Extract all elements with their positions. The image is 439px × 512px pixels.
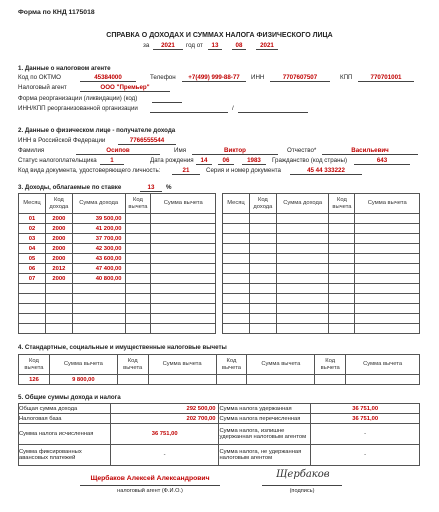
empty-cell — [223, 324, 250, 334]
empty-cell — [151, 234, 216, 244]
empty-cell — [276, 234, 329, 244]
tax-withheld-label: Сумма налога удержанная — [219, 404, 311, 414]
section5-title: 5. Общие суммы дохода и налога — [18, 394, 121, 401]
empty-cell — [329, 324, 355, 334]
patronymic-value: Васильевич — [322, 148, 418, 155]
year-label: за — [143, 42, 150, 49]
income-code-cell: 2000 — [45, 214, 72, 224]
page-title: СПРАВКА О ДОХОДАХ И СУММАХ НАЛОГА ФИЗИЧЕСКОГО ЛИЦА — [106, 32, 333, 39]
signature: Щербаков — [276, 469, 330, 480]
empty-cell — [249, 324, 276, 334]
tax-not-withheld-label: Сумма налога, не удержанная налоговым агентом — [219, 445, 311, 466]
empty-cell — [276, 244, 329, 254]
table-row — [19, 284, 216, 294]
empty-cell — [249, 304, 276, 314]
empty-cell — [223, 284, 250, 294]
doc-series-value: 45 44 333222 — [290, 168, 362, 175]
income-table-left — [18, 193, 216, 334]
empty-cell — [355, 214, 420, 224]
empty-cell — [276, 224, 329, 234]
right-header-2: Сумма дохода — [276, 194, 329, 214]
empty-cell — [276, 304, 329, 314]
empty-cell — [148, 375, 216, 385]
section3-title: 3. Доходы, облагаемые по ставке — [18, 184, 122, 191]
month-cell: 02 — [19, 224, 46, 234]
agent-inn-value: 7707607507 — [270, 75, 330, 82]
empty-cell — [72, 304, 125, 314]
empty-cell — [247, 375, 315, 385]
table-row — [19, 304, 216, 314]
deduction-sum-header-4: Сумма вычета — [346, 355, 420, 375]
income-code-cell: 2012 — [45, 264, 72, 274]
fixed-advance-value: - — [110, 445, 219, 466]
tax-transferred-label: Сумма налога перечисленная — [219, 414, 311, 424]
doc-code-label: Код вида документа, удостоверяющего личность: — [18, 167, 161, 174]
empty-cell — [249, 254, 276, 264]
empty-cell — [151, 254, 216, 264]
empty-cell — [276, 274, 329, 284]
empty-cell — [223, 274, 250, 284]
empty-cell — [276, 214, 329, 224]
person-inn-label: ИНН в Российской Федерации — [18, 137, 106, 144]
empty-cell — [125, 234, 151, 244]
month-cell: 04 — [19, 244, 46, 254]
empty-cell — [276, 324, 329, 334]
reorg-label: Форма реорганизации (ликвидации) (код) — [18, 95, 138, 102]
table-row — [19, 254, 216, 264]
empty-cell — [125, 314, 151, 324]
income-sum-cell: 42 300,00 — [72, 244, 125, 254]
empty-cell — [355, 314, 420, 324]
table-row — [223, 284, 420, 294]
empty-cell — [45, 304, 72, 314]
empty-cell — [355, 274, 420, 284]
empty-cell — [329, 264, 355, 274]
status-value: 1 — [100, 158, 124, 165]
table-row — [19, 314, 216, 324]
month-cell: 06 — [19, 264, 46, 274]
table-row — [223, 324, 420, 334]
fixed-advance-label: Сумма фиксированных авансовых платежей — [19, 445, 111, 466]
empty-cell — [249, 284, 276, 294]
month-cell: 07 — [19, 274, 46, 284]
oktmo-value: 45384000 — [80, 75, 136, 82]
surname-label: Фамилия — [18, 147, 45, 154]
empty-cell — [125, 274, 151, 284]
tax-rate-value: 13 — [140, 185, 162, 192]
birth-year: 1983 — [242, 158, 266, 165]
table-row — [19, 244, 216, 254]
table-row — [223, 254, 420, 264]
empty-cell — [151, 294, 216, 304]
agent-inn-label: ИНН — [251, 74, 265, 81]
section2-title: 2. Данные о физическом лице - получателе дохода — [18, 127, 176, 134]
table-row — [223, 314, 420, 324]
date-year: 2021 — [256, 43, 278, 50]
empty-cell — [329, 304, 355, 314]
right-header-4: Сумма вычета — [355, 194, 420, 214]
tax-excess-label: Сумма налога, излишне удержанная налоговым агентом — [219, 424, 311, 445]
patronymic-label: Отчество* — [287, 147, 317, 154]
signature-line — [262, 484, 342, 486]
status-label: Статус налогоплательщика — [18, 157, 97, 164]
empty-cell — [223, 314, 250, 324]
empty-cell — [355, 324, 420, 334]
right-header-0: Месяц — [223, 194, 250, 214]
month-cell: 01 — [19, 214, 46, 224]
empty-cell — [151, 224, 216, 234]
empty-cell — [151, 244, 216, 254]
birth-month: 06 — [218, 158, 234, 165]
name-value: Виктор — [192, 148, 278, 155]
empty-cell — [223, 294, 250, 304]
deduction-code: 126 — [19, 375, 50, 385]
section1-title: 1. Данные о налоговом агенте — [18, 65, 111, 72]
agent-value: ООО "Премьер" — [80, 85, 170, 92]
empty-cell — [249, 274, 276, 284]
income-sum-cell: 37 700,00 — [72, 234, 125, 244]
left-header-2: Сумма дохода — [72, 194, 125, 214]
table-row — [223, 214, 420, 224]
kpp-value: 770701001 — [358, 75, 414, 82]
empty-cell — [216, 375, 247, 385]
table-row — [19, 294, 216, 304]
empty-cell — [125, 244, 151, 254]
empty-cell — [249, 264, 276, 274]
empty-cell — [19, 294, 46, 304]
empty-cell — [329, 294, 355, 304]
empty-cell — [125, 324, 151, 334]
agent-fullname-caption: налоговый агент (Ф.И.О.) — [117, 488, 183, 494]
income-code-cell: 2000 — [45, 254, 72, 264]
left-header-1: Код дохода — [45, 194, 72, 214]
tax-transferred-value: 36 751,00 — [311, 414, 420, 424]
right-header-1: Код дохода — [249, 194, 276, 214]
empty-cell — [355, 304, 420, 314]
surname-value: Осипов — [76, 148, 160, 155]
empty-cell — [223, 304, 250, 314]
total-income-label: Общая сумма дохода — [19, 404, 111, 414]
totals-table — [18, 403, 420, 466]
empty-cell — [117, 375, 148, 385]
deduction-code-header-1: Код вычета — [19, 355, 50, 375]
empty-cell — [276, 294, 329, 304]
left-header-3: Код вычета — [125, 194, 151, 214]
empty-cell — [249, 214, 276, 224]
table-row — [19, 224, 216, 234]
income-code-cell: 2000 — [45, 224, 72, 234]
table-row — [223, 234, 420, 244]
table-row — [19, 214, 216, 224]
empty-cell — [355, 254, 420, 264]
table-row — [223, 244, 420, 254]
name-label: Имя — [174, 147, 187, 154]
table-row — [223, 224, 420, 234]
phone-label: Телефон — [150, 74, 176, 81]
empty-cell — [125, 214, 151, 224]
kpp-label: КПП — [340, 74, 353, 81]
empty-cell — [223, 254, 250, 264]
table-row — [19, 234, 216, 244]
income-code-cell: 2000 — [45, 244, 72, 254]
empty-cell — [276, 314, 329, 324]
deduction-sum-header-1: Сумма вычета — [49, 355, 117, 375]
income-sum-cell: 41 200,00 — [72, 224, 125, 234]
empty-cell — [72, 314, 125, 324]
empty-cell — [223, 214, 250, 224]
empty-cell — [249, 294, 276, 304]
left-header-4: Сумма вычета — [151, 194, 216, 214]
empty-cell — [19, 304, 46, 314]
empty-cell — [346, 375, 420, 385]
empty-cell — [315, 375, 346, 385]
left-header-0: Месяц — [19, 194, 46, 214]
table-row — [223, 294, 420, 304]
income-sum-cell: 40 800,00 — [72, 274, 125, 284]
deduction-sum-header-2: Сумма вычета — [148, 355, 216, 375]
empty-cell — [151, 284, 216, 294]
income-sum-cell: 47 400,00 — [72, 264, 125, 274]
empty-cell — [223, 224, 250, 234]
income-code-cell: 2000 — [45, 274, 72, 284]
table-row — [19, 274, 216, 284]
reorg-value — [152, 96, 182, 103]
tax-calc-value: 36 751,00 — [110, 424, 219, 445]
empty-cell — [151, 274, 216, 284]
empty-cell — [249, 314, 276, 324]
date-label: год от — [186, 42, 203, 49]
deduction-sum-header-3: Сумма вычета — [247, 355, 315, 375]
income-sum-cell: 43 600,00 — [72, 254, 125, 264]
month-cell: 03 — [19, 234, 46, 244]
empty-cell — [45, 314, 72, 324]
tax-withheld-value: 36 751,00 — [311, 404, 420, 414]
income-table-right — [222, 193, 420, 334]
tax-base-label: Налоговая база — [19, 414, 111, 424]
empty-cell — [19, 284, 46, 294]
tax-excess-value: - — [311, 424, 420, 445]
empty-cell — [249, 224, 276, 234]
empty-cell — [151, 304, 216, 314]
table-row — [223, 274, 420, 284]
date-month: 08 — [232, 43, 246, 50]
empty-cell — [355, 244, 420, 254]
signature-caption: (подпись) — [289, 488, 315, 494]
person-inn-value: 7766555544 — [118, 138, 176, 145]
empty-cell — [45, 294, 72, 304]
empty-cell — [151, 214, 216, 224]
empty-cell — [125, 304, 151, 314]
empty-cell — [19, 314, 46, 324]
empty-cell — [329, 284, 355, 294]
tax-base-value: 202 700,00 — [110, 414, 219, 424]
tax-not-withheld-value: - — [311, 445, 420, 466]
empty-cell — [151, 264, 216, 274]
birth-day: 14 — [196, 158, 212, 165]
empty-cell — [276, 284, 329, 294]
empty-cell — [151, 324, 216, 334]
empty-cell — [355, 284, 420, 294]
empty-cell — [329, 274, 355, 284]
empty-cell — [125, 254, 151, 264]
birth-label: Дата рождения — [150, 157, 194, 164]
empty-cell — [329, 254, 355, 264]
deduction-code-header-4: Код вычета — [315, 355, 346, 375]
empty-cell — [329, 214, 355, 224]
empty-cell — [223, 244, 250, 254]
doc-series-label: Серия и номер документа — [206, 167, 281, 174]
empty-cell — [125, 224, 151, 234]
oktmo-label: Код по ОКТМО — [18, 74, 61, 81]
empty-cell — [355, 234, 420, 244]
tax-rate-pct: % — [166, 184, 172, 191]
total-income-value: 292 500,00 — [110, 404, 219, 414]
empty-cell — [355, 294, 420, 304]
empty-cell — [223, 264, 250, 274]
date-day: 13 — [208, 43, 222, 50]
empty-cell — [276, 264, 329, 274]
doc-code-value: 21 — [172, 168, 200, 175]
empty-cell — [151, 314, 216, 324]
agent-label: Налоговый агент — [18, 84, 67, 91]
reorg-kpp-value — [238, 106, 308, 113]
empty-cell — [329, 234, 355, 244]
empty-cell — [125, 284, 151, 294]
empty-cell — [45, 324, 72, 334]
reorg-inn-value — [150, 106, 228, 113]
agent-fullname-line — [80, 484, 220, 486]
empty-cell — [45, 284, 72, 294]
table-row — [223, 304, 420, 314]
section4-title: 4. Стандартные, социальные и имущественные налоговые вычеты — [18, 344, 227, 351]
income-sum-cell: 39 500,00 — [72, 214, 125, 224]
empty-cell — [249, 244, 276, 254]
right-header-3: Код вычета — [329, 194, 355, 214]
empty-cell — [125, 264, 151, 274]
income-code-cell: 2000 — [45, 234, 72, 244]
empty-cell — [355, 264, 420, 274]
empty-cell — [355, 224, 420, 234]
empty-cell — [72, 284, 125, 294]
deduction-sum: 9 800,00 — [49, 375, 117, 385]
empty-cell — [72, 294, 125, 304]
empty-cell — [249, 234, 276, 244]
deduction-code-header-2: Код вычета — [117, 355, 148, 375]
reorg-slash: / — [232, 105, 234, 112]
empty-cell — [19, 324, 46, 334]
phone-value: +7(499) 999-88-77 — [182, 75, 246, 82]
table-row — [223, 264, 420, 274]
empty-cell — [223, 234, 250, 244]
reorg-inn-label: ИНН/КПП реорганизованной организации — [18, 105, 138, 112]
empty-cell — [329, 244, 355, 254]
agent-fullname: Щербаков Алексей Александрович — [90, 475, 210, 482]
deductions-table — [18, 354, 420, 385]
table-row — [19, 324, 216, 334]
report-year: 2021 — [153, 43, 183, 50]
citizen-label: Гражданство (код страны) — [272, 157, 348, 164]
empty-cell — [72, 324, 125, 334]
deduction-code-header-3: Код вычета — [216, 355, 247, 375]
empty-cell — [329, 224, 355, 234]
form-code: Форма по КНД 1175018 — [18, 9, 95, 16]
empty-cell — [276, 254, 329, 264]
tax-calc-label: Сумма налога исчисленная — [19, 424, 111, 445]
table-row — [19, 264, 216, 274]
citizen-value: 643 — [354, 158, 410, 165]
month-cell: 05 — [19, 254, 46, 264]
empty-cell — [125, 294, 151, 304]
empty-cell — [329, 314, 355, 324]
